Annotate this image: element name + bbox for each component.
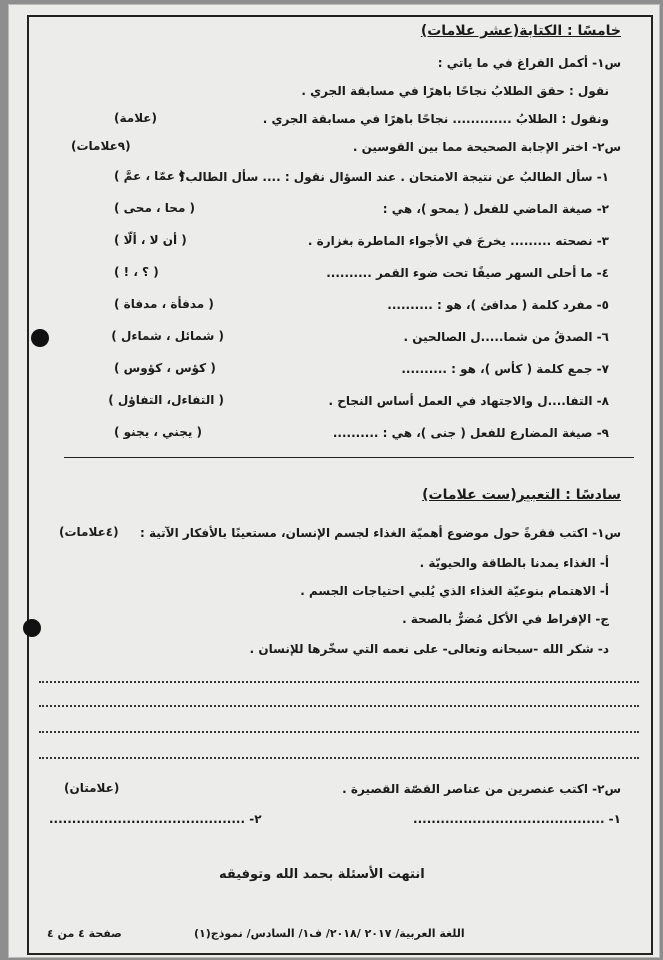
q2-marks: (٩علامات) xyxy=(71,139,131,153)
q2-options: ( مدفأة ، مدفاة ) xyxy=(114,297,214,311)
q2-item: ٥- مفرد كلمة ( مدافئ )، هو : .......... xyxy=(387,298,609,312)
q1-prompt: س١- أكمل الفراغ في ما ياتي : xyxy=(437,56,621,70)
footer-page: صفحة ٤ من ٤ xyxy=(47,927,122,940)
section-divider xyxy=(64,457,634,458)
q2-item: ٢- صيغة الماضي للفعل ( يمحو )، هي : xyxy=(382,202,609,216)
q2-item: ٩- صيغة المضارع للفعل ( جنى )، هي : .......... xyxy=(332,426,609,440)
q2-options: ( شمائل ، شماءل ) xyxy=(111,329,224,343)
writing-line xyxy=(39,705,639,707)
section6-title: سادسًا : التعبير(ست علامات) xyxy=(422,487,621,503)
writing-line xyxy=(39,731,639,733)
q2-options: ( كؤس ، كؤوس ) xyxy=(114,361,216,375)
footer-subject: اللغة العربية/ ٢٠١٧ /٢٠١٨/ ف١/ السادس/ نموذج(١) xyxy=(194,927,465,940)
essay-idea: د- شكر الله -سبحانه وتعالى- على نعمه التي سخّرها للإنسان . xyxy=(249,642,609,656)
punch-hole xyxy=(31,329,49,347)
q2-prompt: س٢- اختر الإجابة الصحيحة مما بين القوسين . xyxy=(352,140,621,154)
writing-line xyxy=(39,757,639,759)
q2-item: ٦- الصدقُ من شما.....ل الصالحين . xyxy=(403,330,609,344)
q2-options: ( أن لا ، ألّا ) xyxy=(114,233,187,247)
q1-blank: ونقول : الطلابُ ............. نجاحًا باهرًا في مسابقة الجري . xyxy=(262,112,609,126)
q2-item: ١- سأل الطالبُ عن نتيجة الامتحان . عند السؤال نقول : .... سأل الطالب؟ xyxy=(178,170,609,184)
q2-options: ( ؟ ، ! ) xyxy=(114,265,159,279)
q2-options: ( محا ، محى ) xyxy=(114,201,196,215)
q2-item: ٣- نصحته ......... يخرجَ في الأجواء الماطرة بغزارة . xyxy=(307,234,609,248)
exam-page xyxy=(8,4,660,958)
punch-hole xyxy=(23,619,41,637)
q1-marks: (علامة) xyxy=(114,111,157,125)
q2-options: ( عمّا ، عمَّ ) xyxy=(114,169,185,183)
section5-title: خامسًا : الكتابة(عشر علامات) xyxy=(420,23,621,39)
q2-options: ( التفاءل، التفاؤل ) xyxy=(108,393,224,407)
essay-idea: ج- الإفراط في الأكل مُضرٌّ بالصحة . xyxy=(402,612,609,626)
story-blank-1: ١- .......................................... xyxy=(413,812,621,826)
essay-marks: (٤علامات) xyxy=(59,525,119,539)
q1-example: نقول : حقق الطلابُ نجاحًا باهرًا في مسابقة الجري . xyxy=(301,84,609,98)
q2-story-marks: (علامتان) xyxy=(64,781,120,795)
q2-story-prompt: س٢- اكتب عنصرين من عناصر القصّة القصيرة . xyxy=(342,782,621,796)
q2-item: ٤- ما أحلى السهر صيفًا تحت ضوء القمر .......... xyxy=(326,266,609,280)
q2-item: ٨- التفا....ل والاجتهاد في العمل أساس النجاح . xyxy=(328,394,609,408)
writing-line xyxy=(39,681,639,683)
closing-text: انتهت الأسئلة بحمد الله وتوفيقه xyxy=(219,867,425,882)
essay-idea: أ- الغذاء يمدنا بالطاقة والحيويّة . xyxy=(419,556,609,570)
essay-prompt: س١- اكتب فقرةً حول موضوع أهميّة الغذاء لجسم الإنسان، مستعينًا بالأفكار الآتية : xyxy=(139,526,621,540)
essay-idea: أ- الاهتمام بنوعيّة الغذاء الذي يُلبي احتياجات الجسم . xyxy=(300,584,609,598)
q2-options: ( يجني ، يجنو ) xyxy=(114,425,203,439)
q2-item: ٧- جمع كلمة ( كأس )، هو : .......... xyxy=(401,362,609,376)
story-blank-2: ٢- ........................................... xyxy=(49,812,262,826)
